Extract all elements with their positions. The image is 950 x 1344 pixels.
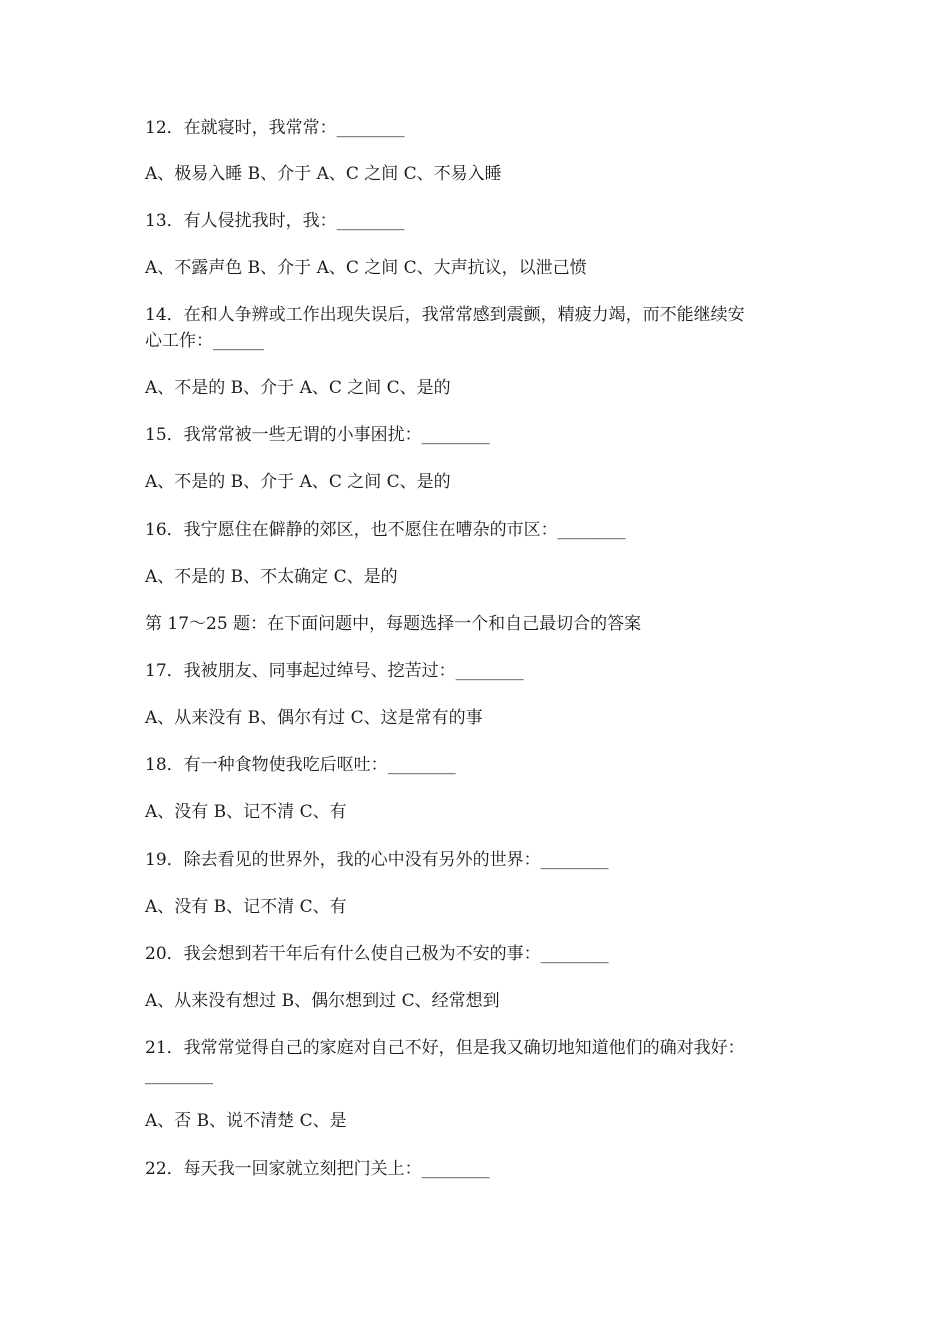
question-20: 20．我会想到若干年后有什么使自己极为不安的事：________ [145,944,609,964]
section-instruction: 第 17～25 题：在下面问题中，每题选择一个和自己最切合的答案 [145,614,642,634]
options-13: A、不露声色 B、介于 A、C 之间 C、大声抗议，以泄己愤 [145,258,587,278]
question-22: 22．每天我一回家就立刻把门关上：________ [145,1159,490,1179]
question-14-continued: 心工作：______ [145,331,264,351]
options-16: A、不是的 B、不太确定 C、是的 [145,567,398,587]
question-13: 13．有人侵扰我时，我：________ [145,211,405,231]
question-21-answer-blank: ________ [145,1065,213,1085]
options-21: A、否 B、说不清楚 C、是 [145,1111,347,1131]
question-21: 21．我常常觉得自己的家庭对自己不好，但是我又确切地知道他们的确对我好： [145,1038,745,1058]
question-19: 19．除去看见的世界外，我的心中没有另外的世界：________ [145,850,609,870]
question-18: 18．有一种食物使我吃后呕吐：________ [145,755,456,775]
question-17: 17．我被朋友、同事起过绰号、挖苦过：________ [145,661,524,681]
options-18: A、没有 B、记不清 C、有 [145,802,347,822]
question-15: 15．我常常被一些无谓的小事困扰：________ [145,425,490,445]
question-16: 16．我宁愿住在僻静的郊区，也不愿住在嘈杂的市区：________ [145,520,626,540]
options-12: A、极易入睡 B、介于 A、C 之间 C、不易入睡 [145,164,502,184]
options-17: A、从来没有 B、偶尔有过 C、这是常有的事 [145,708,483,728]
options-15: A、不是的 B、介于 A、C 之间 C、是的 [145,472,451,492]
question-12: 12．在就寝时，我常常：________ [145,118,405,138]
options-14: A、不是的 B、介于 A、C 之间 C、是的 [145,378,451,398]
options-19: A、没有 B、记不清 C、有 [145,897,347,917]
question-14: 14．在和人争辨或工作出现失误后，我常常感到震颤，精疲力竭，而不能继续安 [145,305,745,325]
options-20: A、从来没有想过 B、偶尔想到过 C、经常想到 [145,991,500,1011]
